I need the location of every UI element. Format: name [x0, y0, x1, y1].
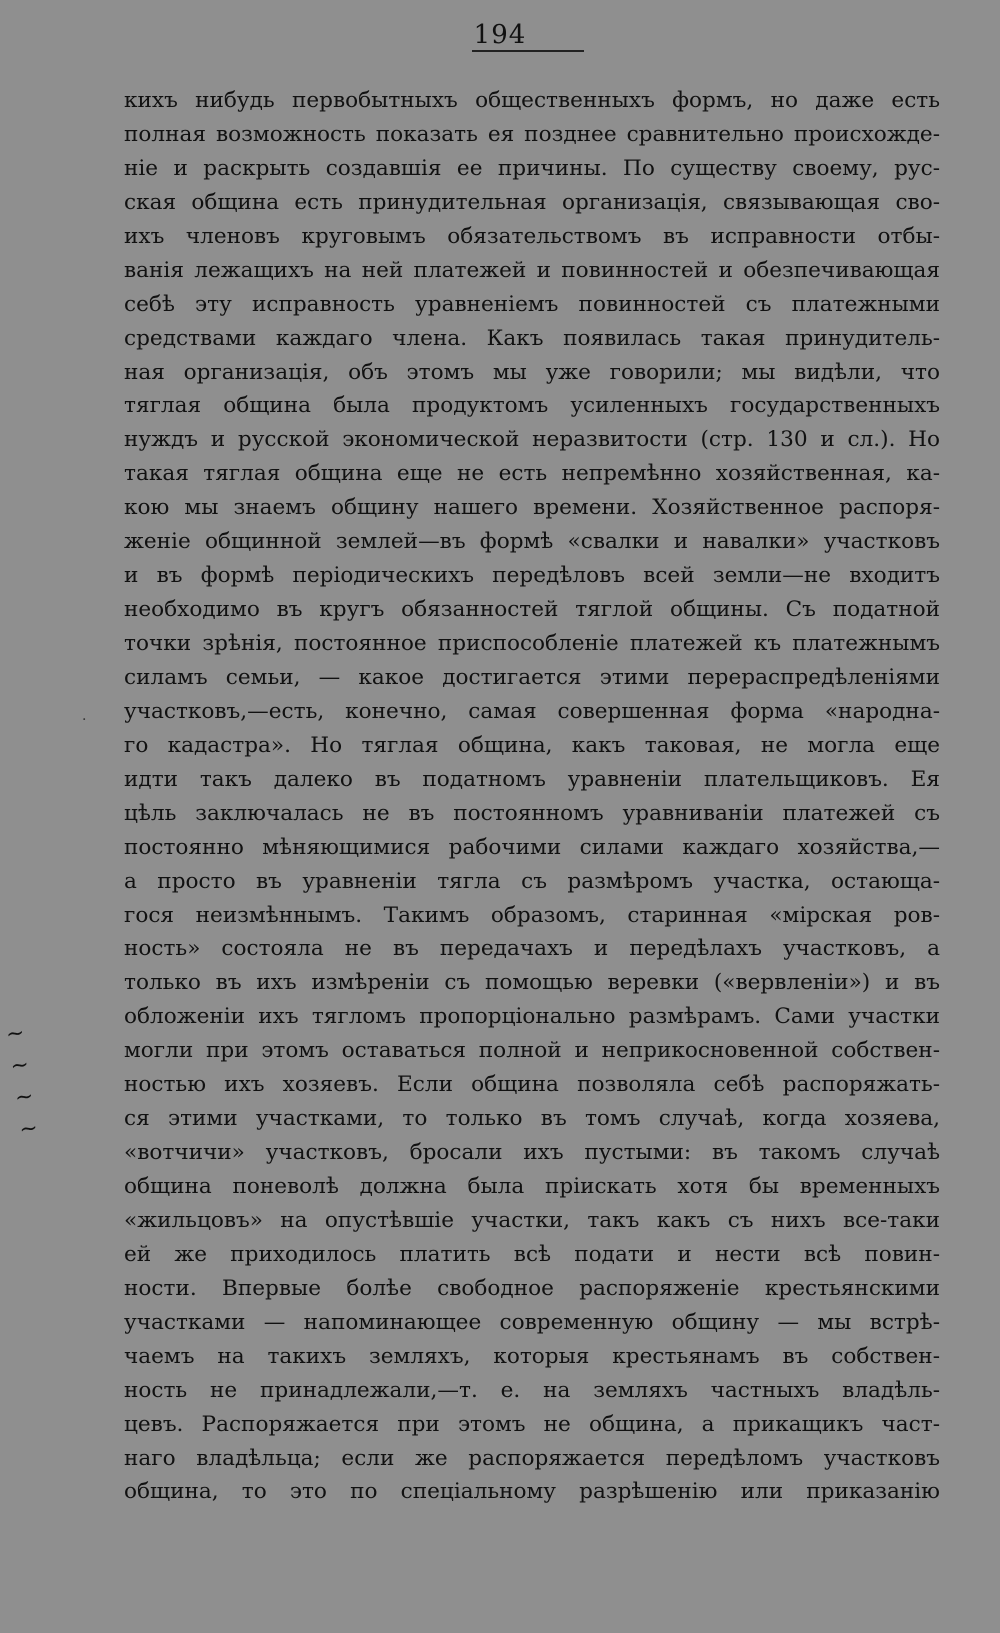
text-line: ся этими участками, то только въ томъ случаѣ, когда хозяева, — [124, 1106, 940, 1132]
page-number: 194 — [473, 20, 527, 50]
text-line: кою мы знаемъ общину нашего времени. Хозяйственное распоря- — [124, 495, 940, 521]
text-line: ностью ихъ хозяевъ. Если община позволяла себѣ распоряжать- — [124, 1072, 940, 1098]
page-number-rule — [472, 50, 584, 52]
text-line: участками — напоминающее современную общину — мы встрѣ- — [124, 1309, 940, 1335]
text-line: себѣ эту исправность уравненiемъ повинностей съ платежными — [124, 291, 940, 317]
text-line: община поневолѣ должна была прiискать хотя бы временныхъ — [124, 1174, 940, 1199]
text-line: женiе общинной землей—въ формѣ «свалки и навалки» участковъ — [124, 529, 940, 555]
text-line: ности. Впервые болѣе свободное распоряженiе крестьянскими — [124, 1275, 940, 1301]
text-line: цѣль заключалась не въ постоянномъ уравниванiи платежей съ — [124, 800, 940, 826]
text-line: и въ формѣ перiодическихъ передѣловъ всей земли—не входитъ — [124, 563, 940, 589]
text-line: ность» состояла не въ передачахъ и передѣлахъ участковъ, а — [124, 936, 940, 962]
text-line: средствами каждаго члена. Какъ появилась такая принудитель- — [124, 325, 940, 351]
text-line: нiе и раскрыть создавшiя ее причины. По существу своему, рус- — [124, 155, 940, 181]
text-line: гося неизмѣннымъ. Такимъ образомъ, старинная «мiрская ров- — [124, 902, 940, 928]
text-line: полная возможность показать ея позднее сравнительно происхожде- — [124, 121, 940, 147]
text-line: ная организацiя, объ этомъ мы уже говорили; мы видѣли, что — [124, 359, 940, 385]
text-line: только въ ихъ измѣренiи съ помощью веревки («вервленiи») и въ — [124, 970, 940, 996]
text-line: ванiя лежащихъ на ней платежей и повинностей и обезпечивающая — [124, 257, 940, 283]
text-line: ность не принадлежали,—т. е. на земляхъ частныхъ владѣль- — [124, 1377, 940, 1403]
text-line: обложенiи ихъ тягломъ пропорцiонально размѣрамъ. Сами участки — [124, 1004, 940, 1030]
text-line: чаемъ на такихъ земляхъ, которыя крестьянамъ въ собствен- — [124, 1343, 940, 1369]
text-line: тяглая община была продуктомъ усиленныхъ государственныхъ — [124, 393, 940, 419]
text-line: наго владѣльца; если же распоряжается передѣломъ участковъ — [124, 1445, 940, 1471]
text-line: а просто въ уравненiи тягла съ размѣромъ участка, остающа- — [124, 868, 940, 894]
text-line: точки зрѣнiя, постоянное приспособленiе платежей къ платежнымъ — [124, 631, 940, 656]
text-line: кихъ нибудь первобытныхъ общественныхъ формъ, но даже есть — [124, 88, 940, 113]
text-line: нуждъ и русской экономической неразвитости (стр. 130 и сл.). Но — [124, 427, 940, 453]
text-line: ей же приходилось платить всѣ подати и нести всѣ повин- — [124, 1241, 940, 1267]
text-line: цевъ. Распоряжается при этомъ не община, а прикащикъ част- — [124, 1411, 940, 1437]
text-line: ская община есть принудительная организацiя, связывающая сво- — [124, 189, 940, 215]
text-line: постоянно мѣняющимися рабочими силами каждаго хозяйства,— — [124, 834, 940, 860]
text-line: силамъ семьи, — какое достигается этими перераспредѣленiями — [124, 664, 940, 690]
text-line: могли при этомъ оставаться полной и неприкосновенной собствен- — [124, 1038, 940, 1064]
text-line: община, то это по спецiальному разрѣшенiю или приказанiю — [124, 1479, 940, 1505]
text-line: такая тяглая община еще не есть непремѣнно хозяйственная, ка- — [124, 461, 940, 487]
handwritten-margin-note: ~ ~ ~ ~ — [4, 1020, 40, 1143]
text-line: идти такъ далеко въ податномъ уравненiи плательщиковъ. Ея — [124, 766, 940, 792]
text-line: го кадастра». Но тяглая община, какъ таковая, не могла еще — [124, 732, 940, 758]
text-line: участковъ,—есть, конечно, самая совершенная форма «народна- — [124, 698, 940, 724]
scan-speck: · — [82, 712, 87, 728]
text-line: ихъ членовъ круговымъ обязательствомъ въ исправности отбы- — [124, 223, 940, 249]
text-line: «жильцовъ» на опустѣвшiе участки, такъ какъ съ нихъ все-таки — [124, 1207, 940, 1233]
body-text — [124, 84, 940, 1509]
text-line: «вотчичи» участковъ, бросали ихъ пустыми: въ такомъ случаѣ — [124, 1140, 940, 1166]
text-line: необходимо въ кругъ обязанностей тяглой общины. Съ податной — [124, 597, 940, 623]
